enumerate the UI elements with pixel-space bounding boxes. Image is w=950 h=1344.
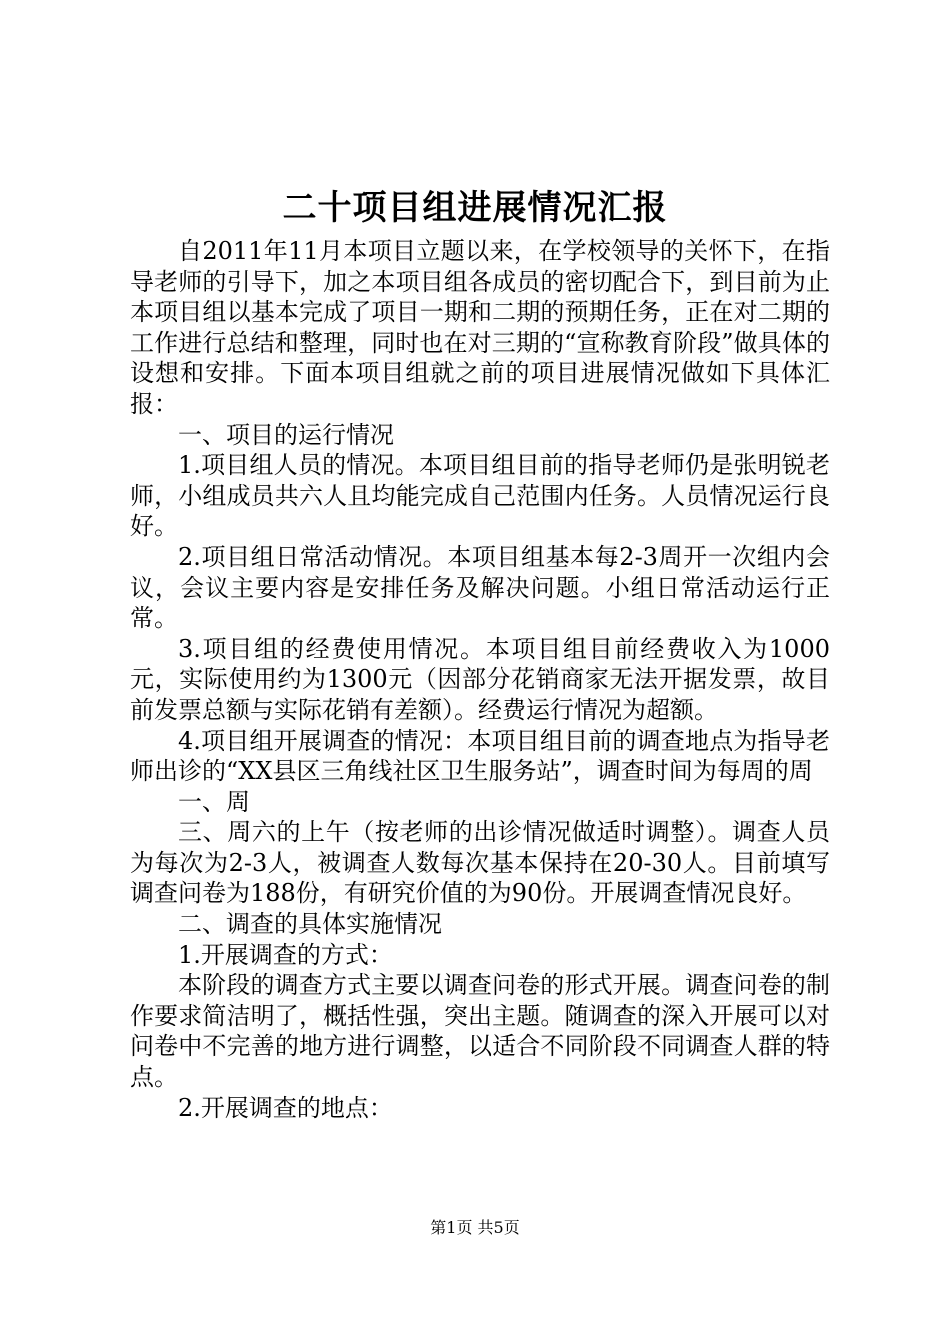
document-title: 二十项目组进展情况汇报	[282, 188, 668, 228]
paragraph-intro: 自2011年11月本项目立题以来，在学校领导的关怀下，在指导老师的引导下，加之本项目组各成员的密切配合下，到目前为止本项目组以基本完成了项目一期和二期的预期任务，正在对二期的工作进行总结和整理，同时也在对三期的“宣称教育阶段”做具体的设想和安排。下面本项目组就之前的项目进展情况做如下具体汇报：	[130, 237, 830, 418]
paragraph-survey-method: 本阶段的调查方式主要以调查问卷的形式开展。调查问卷的制作要求简洁明了，概括性强，突出主题。随调查的深入开展可以对问卷中不完善的地方进行调整，以适合不同阶段不同调查人群的特点。	[130, 971, 830, 1092]
subheading-survey-method: 1.开展调查的方式：	[178, 940, 393, 969]
heading-survey-implementation: 二、调查的具体实施情况	[178, 910, 442, 939]
heading-project-operation: 一、项目的运行情况	[178, 420, 394, 449]
subheading-survey-location: 2.开展调查的地点：	[178, 1093, 393, 1122]
paragraph-weekday-fragment: 一、周	[178, 787, 250, 816]
paragraph-survey-situation: 4.项目组开展调查的情况：本项目组目前的调查地点为指导老师出诊的“XX县区三角线社区卫生服务站”，调查时间为每周的周	[130, 726, 830, 786]
paragraph-members: 1.项目组人员的情况。本项目组目前的指导老师仍是张明锐老师，小组成员共六人且均能完成自己范围内任务。人员情况运行良好。	[130, 451, 830, 541]
paragraph-funding: 3.项目组的经费使用情况。本项目组目前经费收入为1000元，实际使用约为1300元（因部分花销商家无法开据发票，故目前发票总额与实际花销有差额）。经费运行情况为超额。	[130, 634, 830, 724]
document-body	[130, 236, 830, 1123]
paragraph-daily-activities: 2.项目组日常活动情况。本项目组基本每2-3周开一次组内会议，会议主要内容是安排任务及解决问题。小组日常活动运行正常。	[130, 542, 830, 633]
paragraph-survey-details: 三、周六的上午（按老师的出诊情况做适时调整）。调查人员为每次为2-3人，被调查人数每次基本保持在20-30人。目前填写调查问卷为188份，有研究价值的为90份。开展调查情况良好。	[130, 818, 830, 908]
page-footer: 第1页 共5页	[430, 1218, 520, 1237]
